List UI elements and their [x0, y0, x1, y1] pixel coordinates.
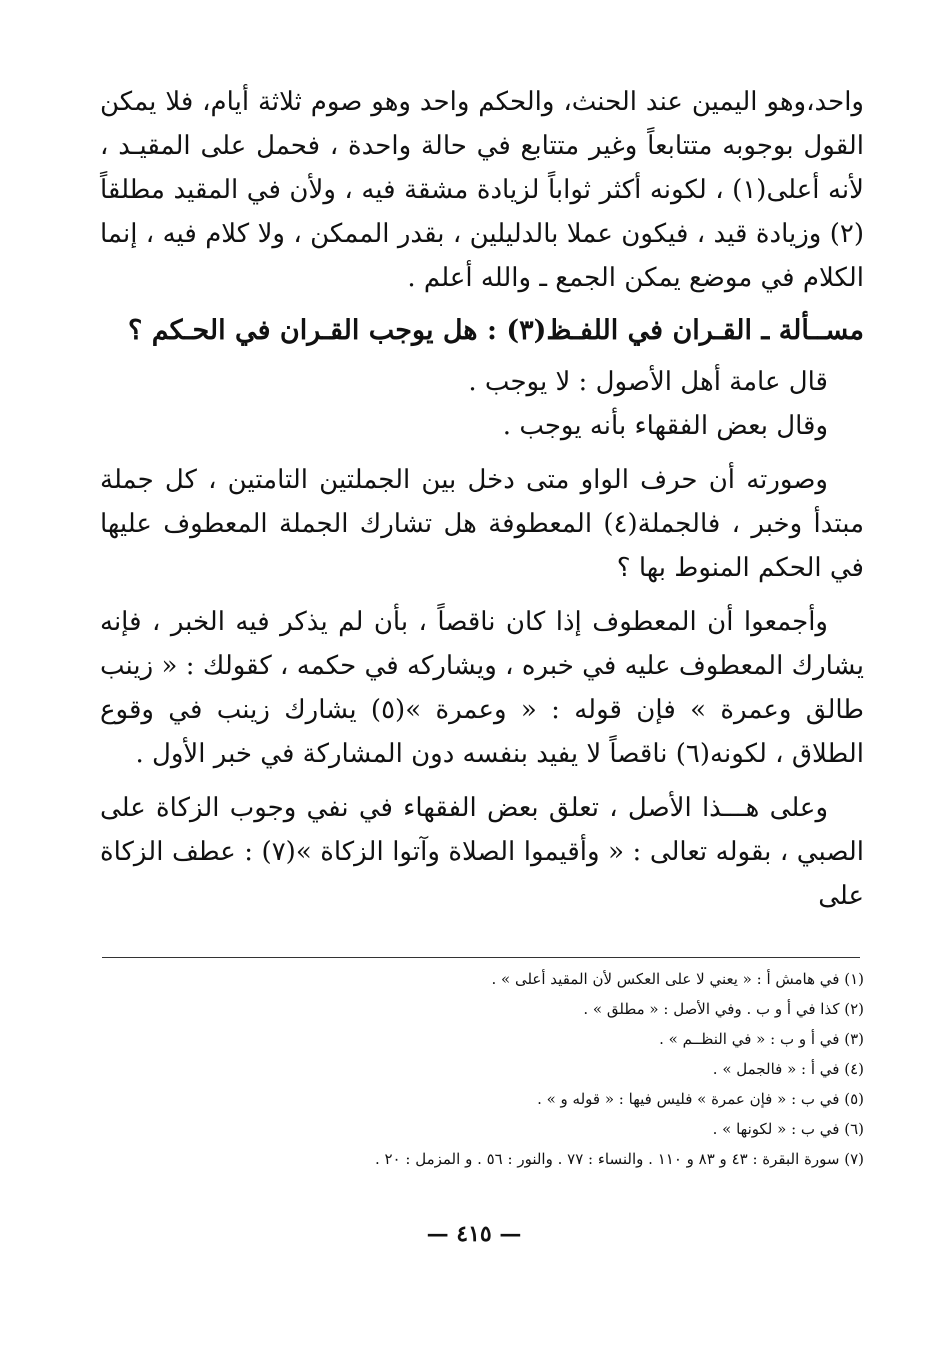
page-number: — ٤١٥ —	[426, 1221, 522, 1247]
footnote-2: (٢) كذا في أ و ب . وفي الأصل : « مطلق » .	[583, 1000, 864, 1018]
paragraph-6: وعلى هـــذا الأصل ، تعلق بعض الفقهاء في نفي وجوب الزكاة على الصبي ، بقوله تعالى : « وأقيموا الصلاة وآتوا الزكاة »(٧) : عطف الزكاة على	[100, 793, 865, 911]
footnote-4: (٤) في أ : « فالجمل » .	[712, 1060, 864, 1078]
footnote-divider	[102, 957, 860, 958]
footnote-3: (٣) في أ و ب : « في النظــم » .	[659, 1030, 864, 1048]
footnote-1: (١) في هامش أ : « يعني لا على العكس لأن المقيد أعلى » .	[491, 970, 864, 988]
footnote-7: (٧) سورة البقرة : ٤٣ و ٨٣ و ١١٠ . والنساء : ٧٧ . والنور : ٥٦ . و المزمل : ٢٠ .	[374, 1150, 864, 1168]
paragraph-5: وأجمعوا أن المعطوف إذا كان ناقصاً ، بأن لم يذكر فيه الخبر ، فإنه يشارك المعطوف عليه في خبره ، ويشاركه في حكمه ، كقولك : « زينب طالق وعمرة » فإن قوله : « وعمرة »(٥) يشارك زينب في وقوع الطلاق ، لكونه(٦) ناقصاً لا يفيد بنفسه دون المشاركة في خبر الأول .	[100, 607, 864, 769]
paragraph-4: وصورته أن حرف الواو متى دخل بين الجملتين التامتين ، كل جملة مبتدأ وخبر ، فالجملة(٤) المعطوفة هل تشارك الجملة المعطوف عليها في الحكم المنوط بها ؟	[100, 465, 864, 583]
footnote-5: (٥) في ب : « فإن عمرة » فليس فيها : « قوله و » .	[537, 1090, 864, 1108]
footnote-6: (٦) في ب : « لكونها » .	[712, 1120, 864, 1138]
paragraph-1: واحد،وهو اليمين عند الحنث، والحكم واحد وهو صوم ثلاثة أيام، فلا يمكن القول بوجوبه متتابعاً وغير متتابع في حالة واحدة ، فحمل على المقيـد ، لأنه أعلى(١) ، لكونه أكثر ثواباً لزيادة مشقة فيه ، ولأن في المقيد مطلقاً (٢) وزيادة قيد ، فيكون عملا بالدليلين ، بقدر الممكن ، ولا كلام فيه ، إنما الكلام في موضع يمكن الجمع ـ والله أعلم .	[100, 87, 864, 293]
paragraph-3: وقال بعض الفقهاء بأنه يوجب .	[502, 411, 828, 441]
paragraph-2: قال عامة أهل الأصول : لا يوجب .	[468, 367, 828, 397]
footnotes	[100, 964, 864, 1174]
main-text	[100, 80, 864, 918]
section-heading: مســألة ـ القـران في اللفـظ(٣) : هل يوجب القـران في الحـكم ؟	[127, 315, 864, 346]
